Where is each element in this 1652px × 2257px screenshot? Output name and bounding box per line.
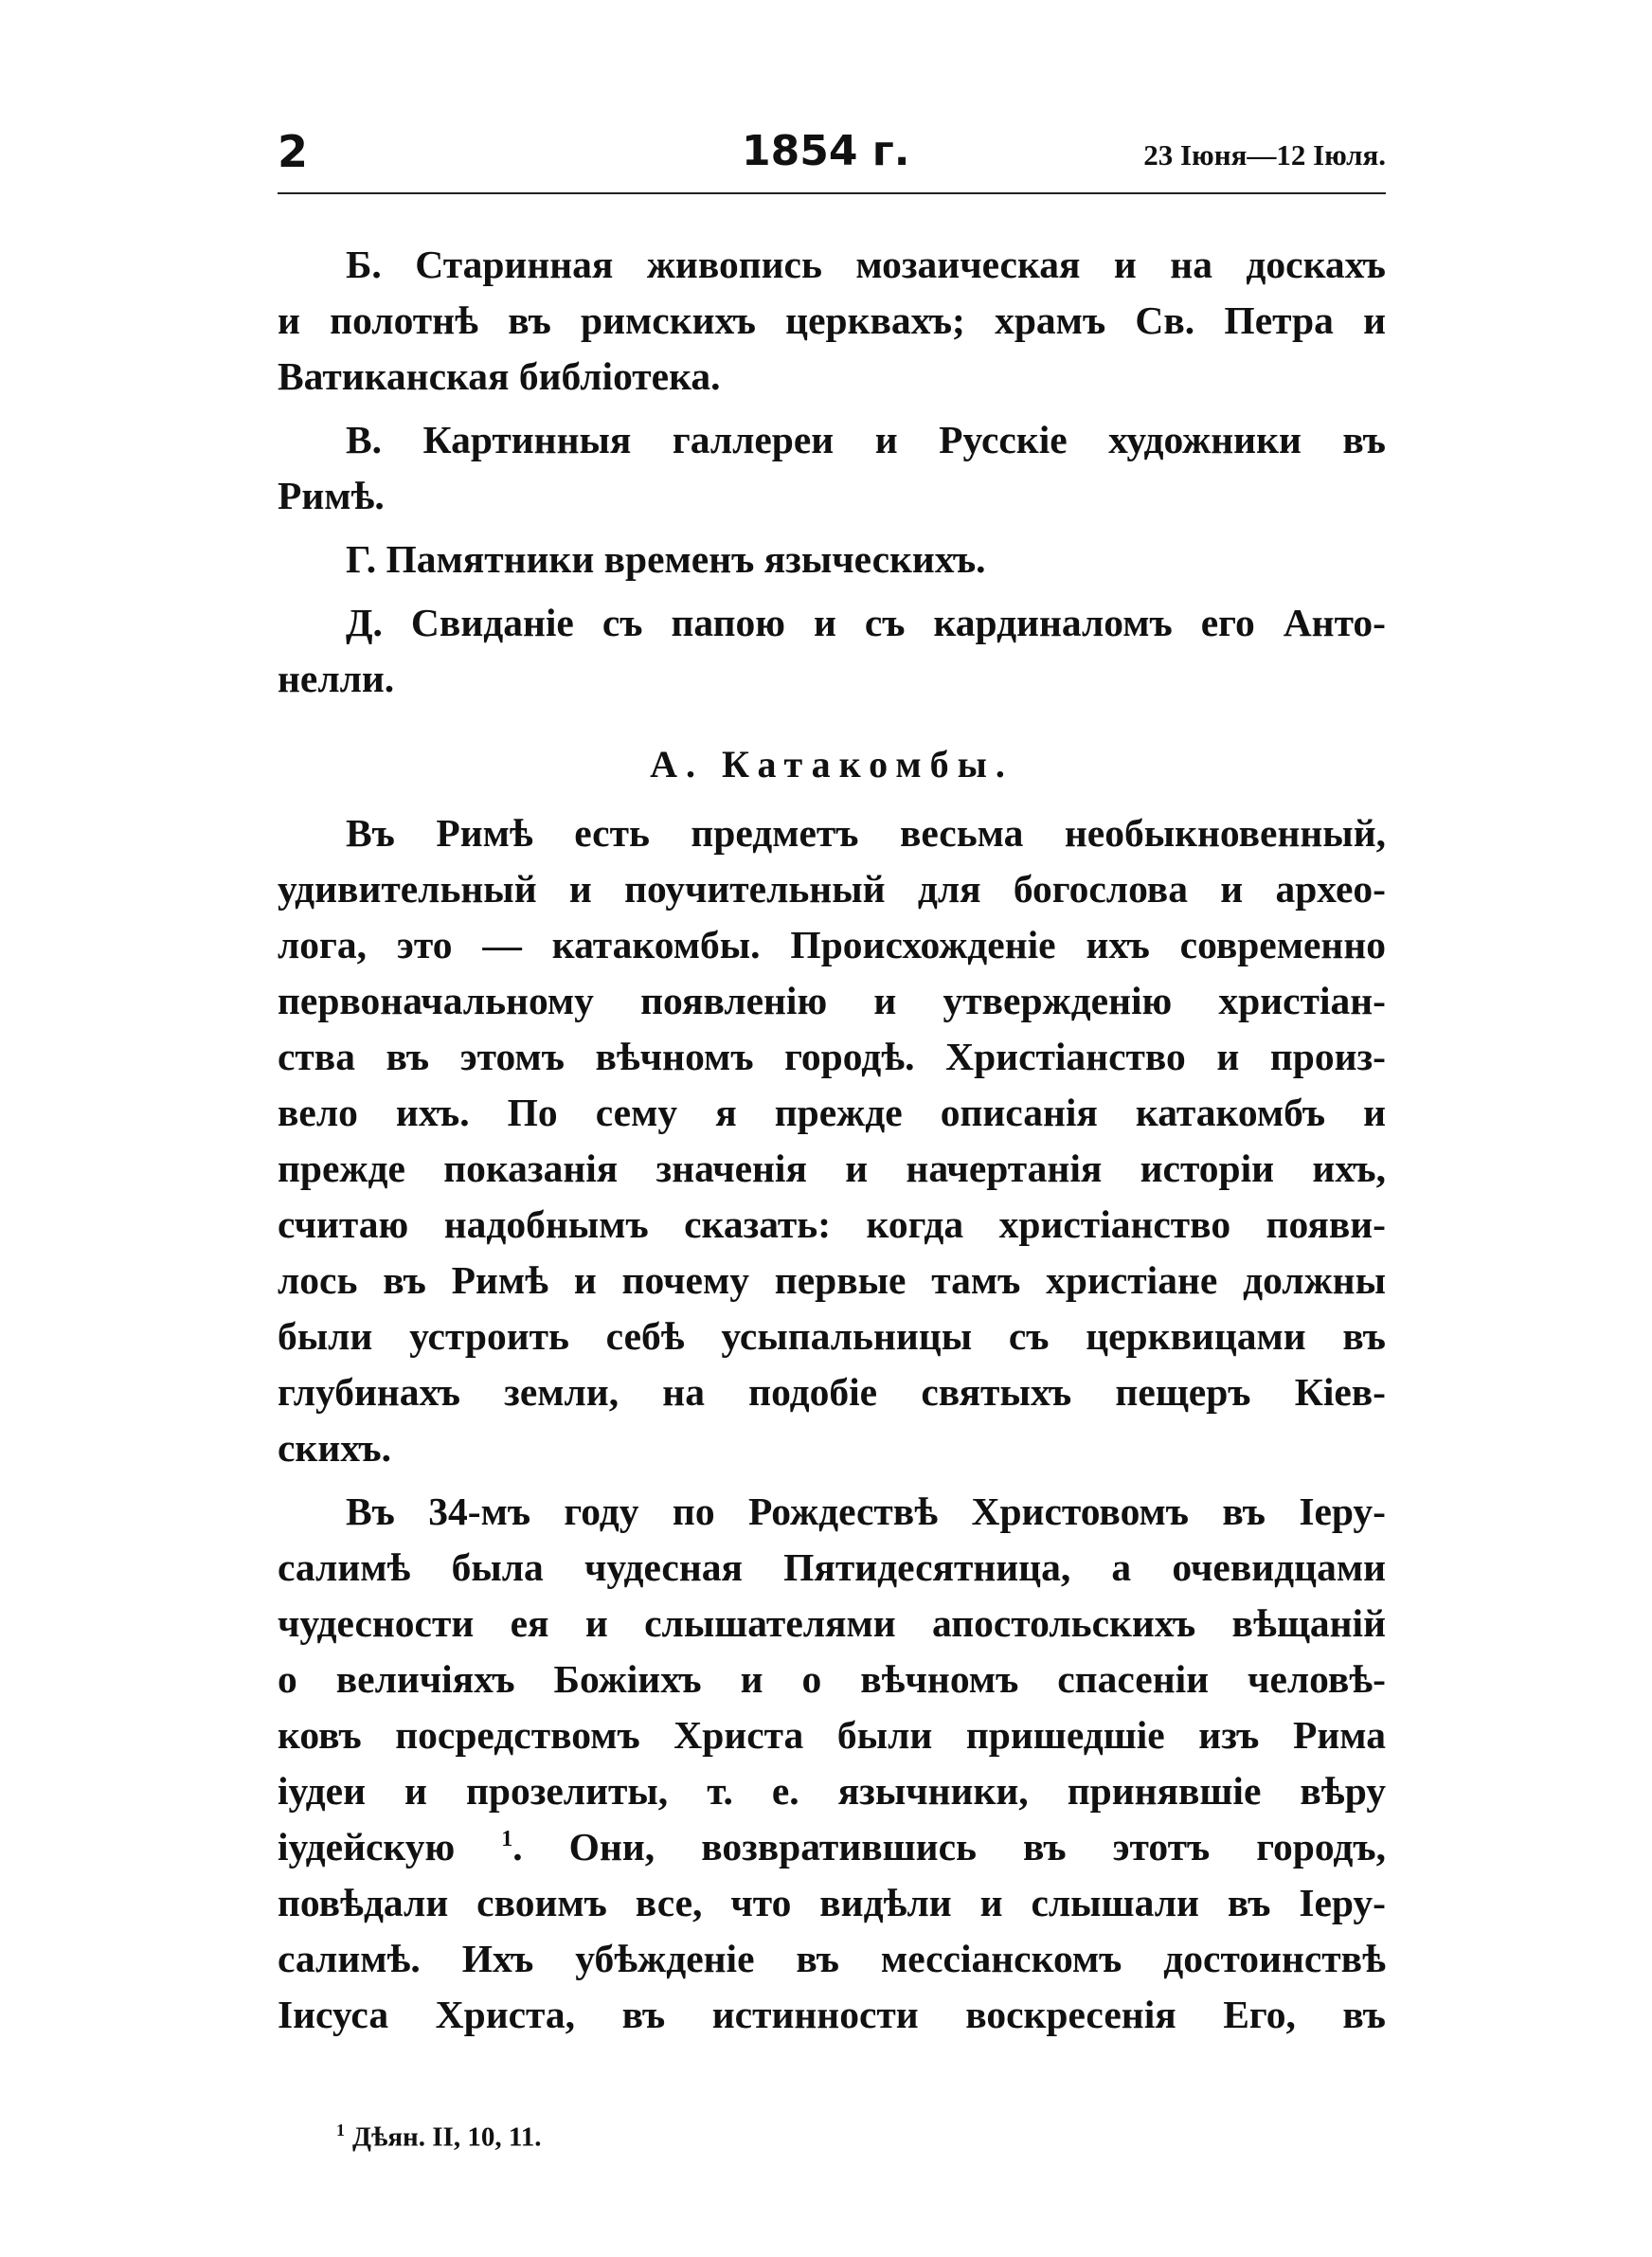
header-rule bbox=[278, 192, 1386, 194]
paragraph-1 bbox=[278, 805, 1386, 1476]
outline-item-b bbox=[278, 237, 1386, 405]
text-line: Б. Старинная живопись мозаическая и на доскахъ bbox=[346, 243, 1386, 286]
text-line: считаю надобнымъ сказать: когда христіанство появи- bbox=[278, 1202, 1386, 1246]
outline-item-g bbox=[278, 532, 1386, 587]
text-line: Въ Римѣ есть предметъ весьма необыкновенный, bbox=[346, 811, 1386, 855]
running-header bbox=[278, 123, 1386, 199]
text-line: были устроить себѣ усыпальницы съ церквицами въ bbox=[278, 1314, 1386, 1358]
text-line: чудесности ея и слышателями апостольскихъ вѣщаній bbox=[278, 1601, 1386, 1645]
text-line: В. Картинныя галлереи и Русскіе художники въ bbox=[346, 418, 1386, 461]
text-line: первоначальному появленію и утвержденію христіан- bbox=[278, 979, 1386, 1022]
footnote-number: 1 bbox=[336, 2121, 345, 2140]
outline-item-v bbox=[278, 412, 1386, 524]
text-line: повѣдали своимъ все, что видѣли и слышали въ Іеру- bbox=[278, 1881, 1386, 1924]
text-line: лога, это — катакомбы. Происхожденіе ихъ современно bbox=[278, 923, 1386, 966]
header-dates: 23 Іюня—12 Іюля. bbox=[1143, 138, 1386, 172]
text-line: глубинахъ земли, на подобіе святыхъ пещеръ Кіев- bbox=[278, 1370, 1386, 1414]
outline-item-d bbox=[278, 595, 1386, 707]
text-line: Въ 34-мъ году по Рождествѣ Христовомъ въ Іеру- bbox=[346, 1490, 1386, 1533]
text-line: ковъ посредствомъ Христа были пришедшіе изъ Рима bbox=[278, 1713, 1386, 1757]
section-title: А. Катакомбы. bbox=[650, 743, 1014, 785]
page-body bbox=[278, 237, 1386, 2043]
paragraph-2 bbox=[278, 1484, 1386, 2043]
text-line: вело ихъ. По сему я прежде описанія катакомбъ и bbox=[278, 1091, 1386, 1134]
text-fragment: іудейскую bbox=[278, 1825, 502, 1869]
text-line: салимѣ была чудесная Пятидесятница, а очевидцами bbox=[278, 1545, 1386, 1589]
footnote-reference[interactable]: 1 bbox=[501, 1827, 513, 1852]
text-line: лось въ Римѣ и почему первые тамъ христіане должны bbox=[278, 1258, 1386, 1302]
text-line: Іисуса Христа, въ истинности воскресенія Его, въ bbox=[278, 1993, 1386, 2036]
text-line: прежде показанія значенія и начертанія исторіи ихъ, bbox=[278, 1147, 1386, 1190]
footnote bbox=[336, 2111, 541, 2157]
text-line: нелли. bbox=[278, 657, 395, 700]
text-line: салимѣ. Ихъ убѣжденіе въ мессіанскомъ достоинствѣ bbox=[278, 1937, 1386, 1980]
text-line: удивительный и поучительный для богослова и архео- bbox=[278, 867, 1386, 911]
text-line: ства въ этомъ вѣчномъ городѣ. Христіанство и произ- bbox=[278, 1035, 1386, 1078]
text-line: о величіяхъ Божіихъ и о вѣчномъ спасеніи человѣ- bbox=[278, 1657, 1386, 1701]
text-line: Д. Свиданіе съ папою и съ кардиналомъ его Анто- bbox=[346, 601, 1386, 644]
text-line: Ватиканская библіотека. bbox=[278, 354, 721, 398]
text-line: Римѣ. bbox=[278, 474, 385, 517]
text-line: іудеи и прозелиты, т. е. язычники, принявшіе вѣру bbox=[278, 1769, 1386, 1813]
text-line-with-footnote bbox=[278, 1819, 1386, 1875]
text-line: и полотнѣ въ римскихъ церквахъ; храмъ Св. Петра и bbox=[278, 298, 1386, 342]
header-year: 1854 г. bbox=[742, 127, 910, 175]
text-line: скихъ. bbox=[278, 1426, 391, 1470]
text-line: Г. Памятники временъ языческихъ. bbox=[346, 537, 986, 581]
text-fragment: . Они, возвратившись въ этотъ городъ, bbox=[512, 1825, 1386, 1869]
page-number: 2 bbox=[278, 126, 309, 177]
footnote-text: Дѣян. II, 10, 11. bbox=[352, 2122, 542, 2153]
